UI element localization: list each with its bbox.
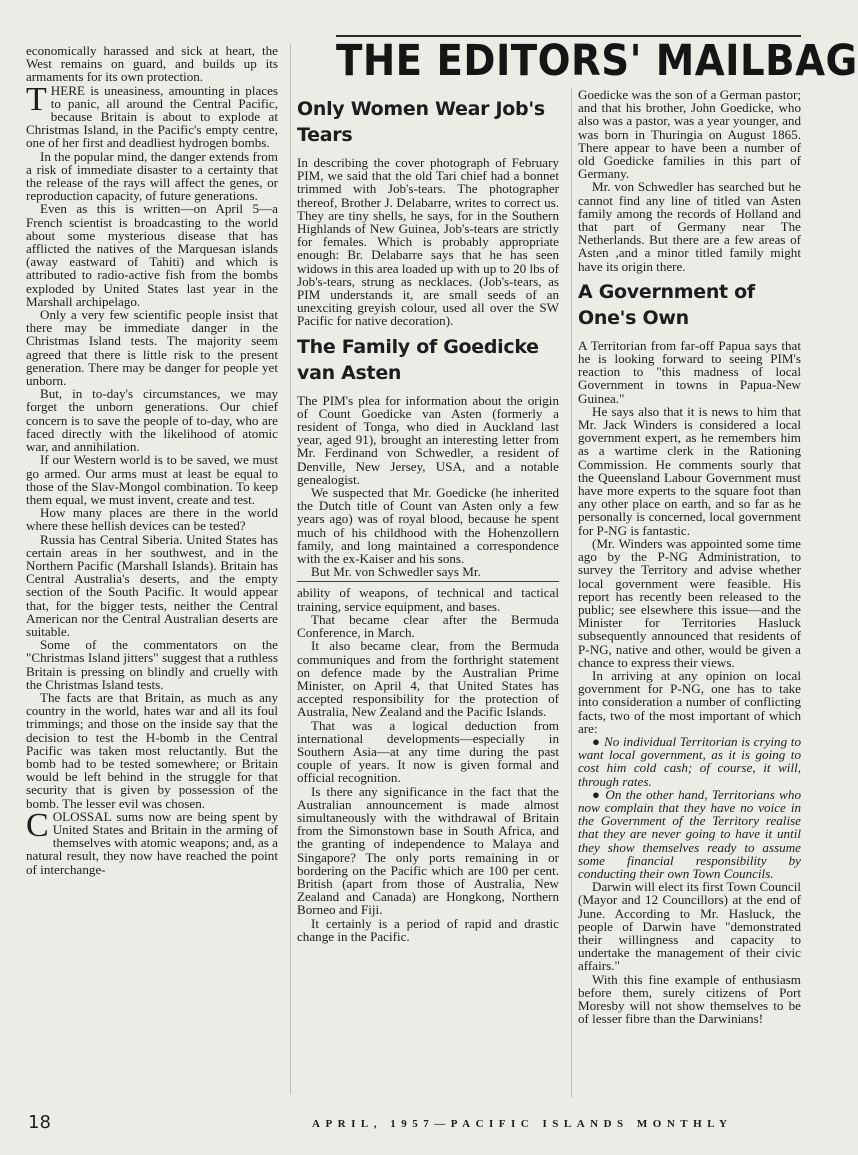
article-paragraph: Darwin will elect its first Town Council (Mayor and 12 Councillors) at the end of June. According to Mr. Hasluck, the people of Darwin have "demonstrated their willingness and capacity to undertake the management of their civic affairs." bbox=[578, 879, 801, 974]
running-footer: APRIL, 1957—PACIFIC ISLANDS MONTHLY bbox=[312, 1118, 733, 1130]
editorial-continuation: ability of weapons, of technical and tactical training, service equipment, and bases. bbox=[297, 585, 559, 614]
column-divider-left bbox=[290, 44, 291, 1094]
article-paragraph: In describing the cover photograph of February PIM, we said that the old Tari chief had a bonnet trimmed with Job's-tears. The photographer thereof, Brother J. Delabarre, writes to correct us. They are tiny shells, he says, for in the Southern Highlands of New Guinea, Job's-tears are strictly for females. Which is probably appropriate enough: Br. Delabarre says that he has seen widows in this area loaded up with up to 20 lbs of Job's-tears, strung as necklaces. (Job's-tears, as PIM understands it, are small seeds of an unexciting greyish colour, used all over the SW Pacific for native decoration). bbox=[297, 155, 559, 329]
article-paragraph: He says also that it is news to him that Mr. Jack Winders is considered a local government expert, as he remembers him as a wartime clerk in the Rationing Commission. He comments sourly that the Queensland Labour Government must have more experts to the square foot than any other place on earth, and so far as he personally is concerned, local government for P-NG is fantastic. bbox=[578, 403, 801, 538]
editorial-paragraph: Some of the commentators on the "Christmas Island jitters" suggest that a ruthless Britain is pressing on blindly and cruelly with the Christmas Island tests. bbox=[26, 637, 278, 692]
section-divider bbox=[297, 581, 559, 582]
editorial-paragraph: THERE is uneasiness, amounting in places to panic, all around the Central Pacific, because Britain is about to explode at Christmas Island, in the Pacific's empty centre, one of her first and deadliest hydrogen bombs. bbox=[26, 80, 278, 151]
editorial-paragraph: The facts are that Britain, as much as any country in the world, hates war and all its foul trimmings; and those on the inside say that the decision to test the H-bomb in the Central Pacific was taken most reluctantly. But the bomb had to be tested somewhere; or Britain would be left behind in the struggle for that security that is given by possession of the bomb. The lesser evil was chosen. bbox=[26, 689, 278, 811]
bullet-paragraph: ● On the other hand, Territorians who now complain that they have no voice in the Government of the Territory realise that they are never going to have it until they show themselves ready to assume some financial responsibility by conducting their own Town Councils. bbox=[578, 786, 801, 881]
article-paragraph: Goedicke was the son of a German pastor; and that his brother, John Goedicke, who also was a pastor, was a year younger, and was born in Thuringia on August 1865. There appear to have been a number of old Goedicke families in this part of Germany. bbox=[578, 87, 801, 182]
article-paragraph: We suspected that Mr. Goedicke (he inherited the Dutch title of Count van Asten only a few years ago) was of royal blood, because he spent much of his childhood with the Hohenzollern family, and long maintained a correspondence with the ex-Kaiser and his sons. bbox=[297, 485, 559, 567]
editorial-paragraph: How many places are there in the world where these hellish devices can be tested? bbox=[26, 505, 278, 534]
editorial-paragraph: Russia has Central Siberia. United States has certain areas in her southwest, and in the Northern Pacific (Marshall Islands). Britain has Central Australia's deserts, and the empty section of the South Pacific. It would appear that, for the bigger tests, neither the Central American nor the Central Australian deserts are suitable. bbox=[26, 531, 278, 639]
editorial-column bbox=[26, 44, 278, 1094]
article-paragraph: In arriving at any opinion on local government for P-NG, one has to take into consideration a number of conflicting facts, two of the most important of which are: bbox=[578, 667, 801, 736]
page-number: 18 bbox=[28, 1112, 51, 1133]
editorial-paragraph: Is there any significance in the fact that the Australian announcement is made almost simultaneously with the withdrawal of Britain from the Simonstown base in South Africa, and the granting of independence to Malaya and Singapore? The only ports remaining in or bordering on the Pacific which are 100 per cent. British (apart from those of Australia, New Zealand and Canada) are Hongkong, Northern Borneo and Fiji. bbox=[297, 783, 559, 918]
article-paragraph: Mr. von Schwedler has searched but he cannot find any line of titled van Asten family among the records of Holland and that part of Germany near The Netherlands. But there are a few areas of Asten ,and a minor titled family might have its origin there. bbox=[578, 179, 801, 274]
editorial-paragraph: Even as this is written—on April 5—a French scientist is broadcasting to the world about some mysterious disease that has afflicted the natives of the Marquesan islands (away eastward of Tahiti) and which is attributed to radio-active fish from the bombs exploded by United States last year in the Marshall archipelago. bbox=[26, 201, 278, 309]
editorial-paragraph: In the popular mind, the danger extends from a risk of immediate disaster to a certainty that the release of the rays will affect the genes, or reproduction capacity, of future generations. bbox=[26, 148, 278, 204]
page-title: THE EDITORS' MAILBAG bbox=[336, 36, 858, 86]
drop-cap: C bbox=[26, 806, 49, 844]
editorial-paragraph: It certainly is a period of rapid and drastic change in the Pacific. bbox=[297, 915, 559, 944]
editorial-paragraph: It also became clear, from the Bermuda communiques and from the forthright statement on defence made by the Australian Prime Minister, on April 4, that United States has accepted responsibility for the protection of Australia, New Zealand and the Pacific Islands. bbox=[297, 638, 559, 720]
editorial-paragraph: COLOSSAL sums now are being spent by United States and Britain in the arming of themselves with atomic weapons; and, as a natural result, they now have reached the point of interchange- bbox=[26, 806, 278, 877]
article-paragraph: (Mr. Winders was appointed some time ago by the P-NG Administration, to survey the Territory and advise whether local government were feasible. His report has recently been released to the public; see elsewhere this issue—and the Minister for Territories Hasluck subsequently announced that residents of P-NG, native and other, would be given a chance to express their views. bbox=[578, 535, 801, 670]
article-heading-goedicke: The Family of Goedicke van Asten bbox=[297, 335, 539, 384]
article-heading-government: A Government of One's Own bbox=[578, 280, 755, 329]
editorial-paragraph: That became clear after the Bermuda Conference, in March. bbox=[297, 611, 559, 641]
mailbag-column-right bbox=[578, 88, 801, 1098]
article-paragraph: But Mr. von Schwedler says Mr. bbox=[311, 564, 481, 580]
article-paragraph: With this fine example of enthusiasm before them, surely citizens of Port Moresby will not show themselves to be of lesser fibre than the Darwinians! bbox=[578, 971, 801, 1027]
drop-cap: T bbox=[26, 80, 47, 118]
bullet-paragraph: ● No individual Territorian is crying to want local government, as it is going to cost him cold cash; of course, it will, through rates. bbox=[578, 733, 801, 789]
editorial-paragraph: That was a logical deduction from international developments—especially in Southern Asia—at any time during the past couple of years. It now is given formal and official recognition. bbox=[297, 717, 559, 786]
editorial-paragraph: But, in to-day's circumstances, we may forget the unborn generations. Our chief concern is to save the people of to-day, who are faced directly with the likelihood of atomic war, and annihilation. bbox=[26, 386, 278, 455]
editorial-paragraph: Only a very few scientific people insist that there may be immediate danger in the Christmas Island tests. The majority seem agreed that there is little risk to the present generation. There may be danger for people yet unborn. bbox=[26, 307, 278, 389]
mailbag-column-middle bbox=[297, 90, 559, 1100]
article-paragraph: A Territorian from far-off Papua says that he is looking forward to seeing PIM's reaction to "this madness of local Government in towns in Papua-New Guinea." bbox=[578, 337, 801, 406]
editorial-paragraph: If our Western world is to be saved, we must go armed. Our arms must at least be equal to those of the Slav-Mongol combination. To keep them equal, we must invent, create and test. bbox=[26, 452, 278, 507]
editorial-intro: economically harassed and sick at heart, the West remains on guard, and builds up its armaments for its own protection. bbox=[26, 43, 278, 85]
article-paragraph: The PIM's plea for information about the origin of Count Goedicke van Asten (formerly a resident of Tonga, who died in Auckland last year, aged 91), brought an interesting letter from Mr. Ferdinand von Schwedler, a resident of Denville, New Jersey, USA, and a notable genealogist. bbox=[297, 392, 559, 487]
column-divider-right bbox=[571, 88, 572, 1098]
article-heading-job-tears: Only Women Wear Job's Tears bbox=[297, 98, 545, 146]
